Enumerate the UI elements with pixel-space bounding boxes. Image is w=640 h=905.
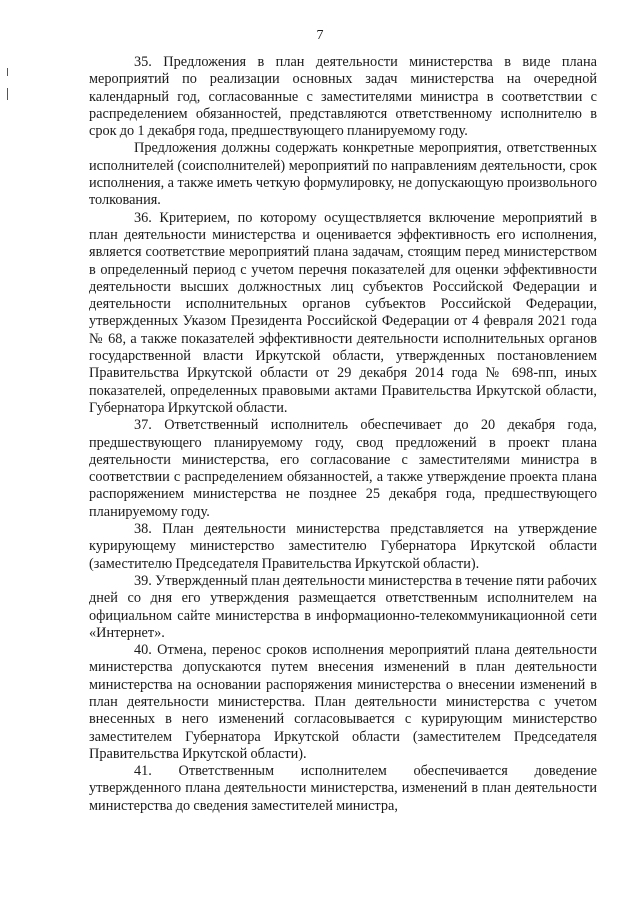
paragraph-40: 40. Отмена, перенос сроков исполнения мероприятий плана деятельности министерства допускаются путем внесения изменений в план деятельности министерства на основании распоряжения министерства о внесении изменений в план деятельности министерства. План деятельности министерства с учетом внесенных в него изменений согласовывается с курирующим министерство заместителем Губернатора Иркутской области (заместителем Председателя Правительства Иркутской области). bbox=[89, 642, 597, 762]
paragraph-35: 35. Предложения в план деятельности министерства в виде плана мероприятий по реализации основных задач министерства на очередной календарный год, согласованные с заместителями министра в соответствии с распределением обязанностей, представляются ответственному исполнителю в срок до 1 декабря года, предшествующего планируемому году. bbox=[89, 54, 597, 140]
paragraph-35-proposals: Предложения должны содержать конкретные мероприятия, ответственных исполнителей (соисполнителей) мероприятий по направлениям деятельности, срок исполнения, а также иметь четкую формулировку, не допускающую произвольного толкования. bbox=[89, 140, 597, 209]
paragraph-39: 39. Утвержденный план деятельности министерства в течение пяти рабочих дней со дня его утверждения размещается ответственным исполнителем на официальном сайте министерства в информационно-телекоммуникационной сети «Интернет». bbox=[89, 572, 597, 641]
paragraph-37: 37. Ответственный исполнитель обеспечивает до 20 декабря года, предшествующего планируемому году, свод предложений в проект плана деятельности министерства, его согласование с заместителями министра в соответствии с распределением обязанностей, а также утверждение проекта плана распоряжением министерства не позднее 25 декабря года, предшествующего планируемому году. bbox=[89, 417, 597, 520]
page-number: 7 bbox=[316, 28, 324, 43]
paragraph-38: 38. План деятельности министерства представляется на утверждение курирующему министерство заместителю Губернатора Иркутской области (заместителю Председателя Правительства Иркутской области). bbox=[89, 521, 597, 572]
paragraph-36: 36. Критерием, по которому осуществляется включение мероприятий в план деятельности министерства и оценивается эффективность его исполнения, является соответствие мероприятий плана задачам, стоящим перед министерством в определенный период с учетом перечня показателей для оценки эффективности деятельности высших должностных лиц субъектов Российской Федерации и деятельности исполнительных органов субъектов Российской Федерации, утвержденных Указом Президента Российской Федерации от 4 февраля 2021 года № 68, а также показателей эффективности деятельности исполнительных органов государственной власти Иркутской области, утвержденных постановлением Правительства Иркутской области от 29 декабря 2014 года № 698-пп, иных показателей, определенных правовыми актами Правительства Иркутской области, Губернатора Иркутской области. bbox=[89, 209, 597, 416]
paragraph-41: 41. Ответственным исполнителем обеспечивается доведение утвержденного плана деятельности министерства, изменений в план деятельности министерства до сведения заместителей министра, bbox=[89, 763, 597, 814]
document-body bbox=[89, 54, 597, 815]
scan-margin-mark-bottom bbox=[7, 88, 8, 100]
scan-margin-mark-top bbox=[7, 68, 8, 76]
